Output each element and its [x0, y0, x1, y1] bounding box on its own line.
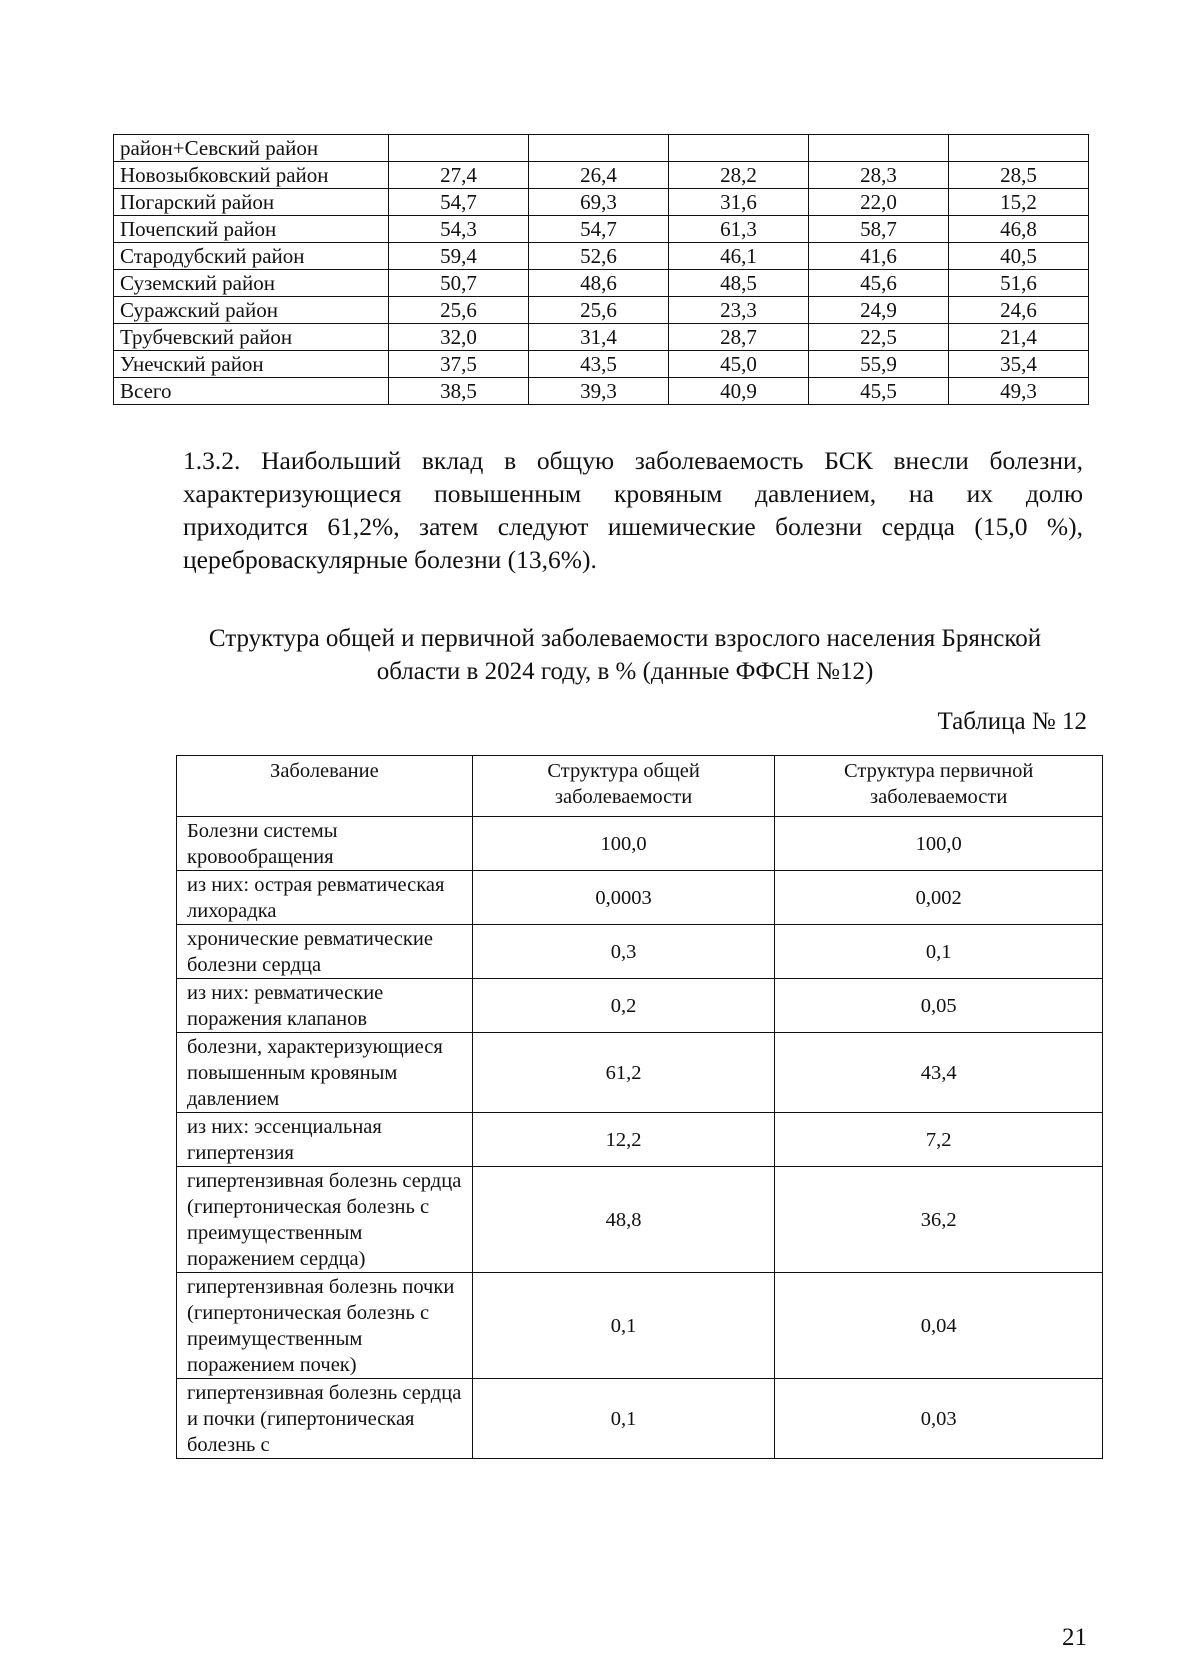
rate-cell: 46,1	[669, 243, 809, 270]
table-row	[114, 378, 1089, 405]
disease-name: болезни, характеризующиеся повышенным кровяным давлением	[177, 1033, 473, 1113]
rate-cell	[389, 135, 529, 162]
rate-cell: 23,3	[669, 297, 809, 324]
primary-share: 0,04	[775, 1273, 1103, 1379]
disease-name: гипертензивная болезнь сердца (гипертоническая болезнь с преимущественным поражением сердца)	[177, 1167, 473, 1273]
rate-cell	[669, 135, 809, 162]
general-share: 0,0003	[472, 871, 775, 925]
table-row	[114, 135, 1089, 162]
paragraph-line: характеризующиеся повышенным кровяным давлением, на их долю	[183, 479, 1083, 508]
rate-cell: 52,6	[529, 243, 669, 270]
rate-cell: 21,4	[949, 324, 1089, 351]
table-row	[177, 1033, 1103, 1113]
rate-cell: 28,5	[949, 162, 1089, 189]
primary-share: 0,03	[775, 1379, 1103, 1459]
district-name: Унечский район	[114, 351, 389, 378]
district-name: Суражский район	[114, 297, 389, 324]
rate-cell: 31,6	[669, 189, 809, 216]
caption-line-2: области в 2024 году, в % (данные ФФСН №12)	[376, 658, 874, 685]
rate-cell: 54,7	[389, 189, 529, 216]
district-name: Всего	[114, 378, 389, 405]
paragraph-line: приходится 61,2%, затем следуют ишемические болезни сердца (15,0 %),	[183, 512, 1083, 541]
table-row	[177, 1273, 1103, 1379]
general-share: 0,2	[472, 979, 775, 1033]
table-row	[114, 243, 1089, 270]
rate-cell: 54,3	[389, 216, 529, 243]
rate-cell: 40,5	[949, 243, 1089, 270]
general-share: 48,8	[472, 1167, 775, 1273]
header-disease: Заболевание	[177, 756, 473, 817]
primary-share: 43,4	[775, 1033, 1103, 1113]
table-caption	[150, 622, 1100, 688]
rate-cell: 38,5	[389, 378, 529, 405]
disease-name: из них: эссенциальная гипертензия	[177, 1113, 473, 1167]
rate-cell: 51,6	[949, 270, 1089, 297]
district-name: Погарский район	[114, 189, 389, 216]
general-share: 12,2	[472, 1113, 775, 1167]
rate-cell: 45,6	[809, 270, 949, 297]
rate-cell: 22,5	[809, 324, 949, 351]
rate-cell: 15,2	[949, 189, 1089, 216]
district-name: район+Севский район	[114, 135, 389, 162]
rate-cell: 37,5	[389, 351, 529, 378]
rate-cell: 69,3	[529, 189, 669, 216]
rate-cell: 25,6	[389, 297, 529, 324]
rate-cell: 55,9	[809, 351, 949, 378]
rate-cell: 35,4	[949, 351, 1089, 378]
rate-cell: 50,7	[389, 270, 529, 297]
table-row	[114, 297, 1089, 324]
rate-cell: 49,3	[949, 378, 1089, 405]
rate-cell: 25,6	[529, 297, 669, 324]
table-row	[177, 1379, 1103, 1459]
district-name: Почепский район	[114, 216, 389, 243]
rate-cell: 26,4	[529, 162, 669, 189]
rate-cell: 45,5	[809, 378, 949, 405]
district-name: Суземский район	[114, 270, 389, 297]
structure-table-header	[177, 756, 1103, 817]
primary-share: 0,1	[775, 925, 1103, 979]
paragraph-line: цереброваскулярные болезни (13,6%).	[183, 545, 597, 574]
disease-name: гипертензивная болезнь сердца и почки (гипертоническая болезнь с	[177, 1379, 473, 1459]
regional-table	[113, 134, 1089, 405]
rate-cell	[529, 135, 669, 162]
header-general: Структура общей заболеваемости	[472, 756, 775, 817]
rate-cell: 32,0	[389, 324, 529, 351]
rate-cell: 58,7	[809, 216, 949, 243]
rate-cell: 46,8	[949, 216, 1089, 243]
table-row	[177, 925, 1103, 979]
primary-share: 36,2	[775, 1167, 1103, 1273]
paragraph-1-3-2	[183, 444, 1083, 576]
rate-cell: 61,3	[669, 216, 809, 243]
disease-name: из них: острая ревматическая лихорадка	[177, 871, 473, 925]
district-name: Стародубский район	[114, 243, 389, 270]
caption-line-1: Структура общей и первичной заболеваемости взрослого населения Брянской	[208, 625, 1042, 652]
rate-cell: 31,4	[529, 324, 669, 351]
paragraph-line: 1.3.2. Наибольший вклад в общую заболеваемость БСК внесли болезни,	[183, 446, 1083, 475]
page-number: 21	[1062, 1624, 1087, 1651]
table-row	[114, 216, 1089, 243]
rate-cell: 43,5	[529, 351, 669, 378]
rate-cell: 39,3	[529, 378, 669, 405]
rate-cell: 40,9	[669, 378, 809, 405]
rate-cell: 22,0	[809, 189, 949, 216]
table-row	[114, 324, 1089, 351]
table-row	[177, 1113, 1103, 1167]
rate-cell: 24,6	[949, 297, 1089, 324]
table-row	[114, 270, 1089, 297]
rate-cell	[809, 135, 949, 162]
primary-share: 7,2	[775, 1113, 1103, 1167]
table-row	[177, 817, 1103, 871]
table-row	[177, 1167, 1103, 1273]
primary-share: 100,0	[775, 817, 1103, 871]
rate-cell: 54,7	[529, 216, 669, 243]
table-row	[114, 189, 1089, 216]
rate-cell: 48,5	[669, 270, 809, 297]
rate-cell: 27,4	[389, 162, 529, 189]
table-row	[114, 162, 1089, 189]
primary-share: 0,05	[775, 979, 1103, 1033]
disease-name: хронические ревматические болезни сердца	[177, 925, 473, 979]
structure-table	[176, 755, 1103, 1459]
rate-cell: 28,3	[809, 162, 949, 189]
general-share: 61,2	[472, 1033, 775, 1113]
disease-name: Болезни системы кровообращения	[177, 817, 473, 871]
general-share: 0,1	[472, 1379, 775, 1459]
table-row	[114, 351, 1089, 378]
table-number-label: Таблица № 12	[937, 708, 1087, 735]
disease-name: гипертензивная болезнь почки (гипертоническая болезнь с преимущественным поражением почек)	[177, 1273, 473, 1379]
disease-name: из них: ревматические поражения клапанов	[177, 979, 473, 1033]
rate-cell: 41,6	[809, 243, 949, 270]
table-row	[177, 871, 1103, 925]
general-share: 0,3	[472, 925, 775, 979]
general-share: 100,0	[472, 817, 775, 871]
rate-cell: 28,7	[669, 324, 809, 351]
district-name: Трубчевский район	[114, 324, 389, 351]
rate-cell: 45,0	[669, 351, 809, 378]
rate-cell: 48,6	[529, 270, 669, 297]
general-share: 0,1	[472, 1273, 775, 1379]
header-primary: Структура первичной заболеваемости	[775, 756, 1103, 817]
rate-cell: 59,4	[389, 243, 529, 270]
rate-cell: 28,2	[669, 162, 809, 189]
table-row	[177, 979, 1103, 1033]
district-name: Новозыбковский район	[114, 162, 389, 189]
rate-cell: 24,9	[809, 297, 949, 324]
primary-share: 0,002	[775, 871, 1103, 925]
rate-cell	[949, 135, 1089, 162]
